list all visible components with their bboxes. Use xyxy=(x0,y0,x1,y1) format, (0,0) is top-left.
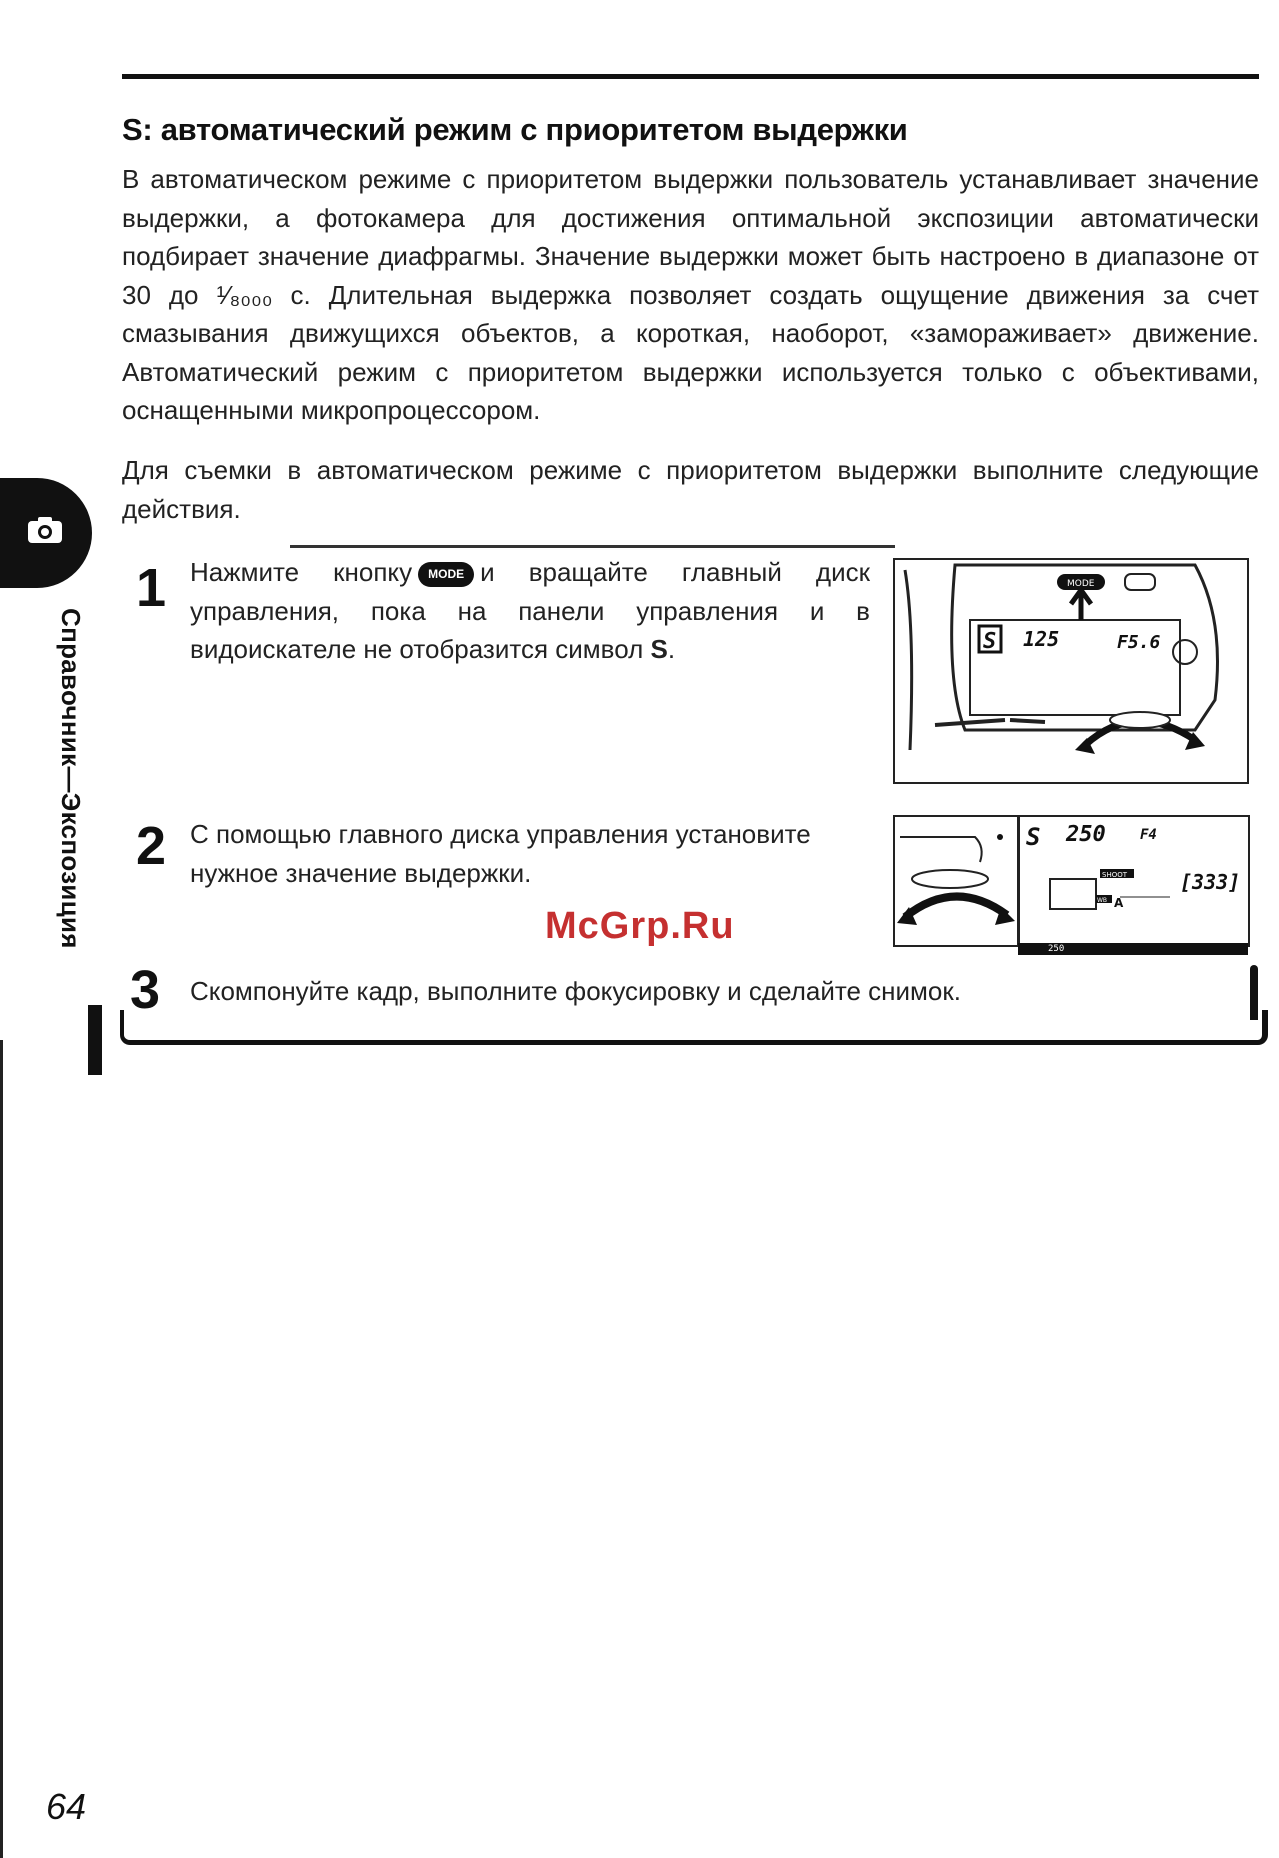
camera-icon xyxy=(27,516,63,544)
section-label: Справочник—Экспозиция xyxy=(56,608,86,949)
step-2-text: С помощью главного диска управления установите нужное значение выдержки. xyxy=(190,819,811,888)
top-rule xyxy=(122,74,1259,79)
lcd2-shoot-label: SHOOT xyxy=(1102,871,1128,879)
intro-paragraph: В автоматическом режиме с приоритетом выдержки пользователь устанавливает значение выдержки, а фотокамера для достижения оптимальной экспозиции автоматически подбирает значение диафрагмы. Значение выдержки может быть настроено в диапазоне от 30 до ¹⁄₈₀₀₀ с. Длительная выдержка позволяет создать ощущение движения за счет смазывания движущихся объектов, а короткая, наоборот, «замораживает» движение. Автоматический режим с приоритетом выдержки используется только с объективами, оснащенными микропроцессором. xyxy=(122,164,1259,425)
lcd2-aperture: F4 xyxy=(1140,827,1157,843)
step-3-text: Скомпонуйте кадр, выполните фокусировку и сделайте снимок. xyxy=(190,976,961,1006)
step-1-text-before: Нажмите кнопку xyxy=(190,557,413,587)
fig1-mode-button: MODE xyxy=(1067,579,1095,589)
lcd-panel-figure xyxy=(1018,815,1250,947)
page-number: 64 xyxy=(46,1786,87,1827)
lcd2-shutter: 250 xyxy=(1066,822,1106,847)
lcd-shutter: 125 xyxy=(1023,627,1060,651)
step-1-number: 1 xyxy=(136,558,167,618)
command-dial-figure xyxy=(893,815,1019,947)
step-1-text-after: и вращайте главный диск управления, пока на панели управления и в видоискателе не отобразится символ xyxy=(190,557,870,664)
lcd2-count: [333] xyxy=(1180,870,1241,894)
watermark: McGrp.Ru xyxy=(545,905,735,947)
steps-bracket xyxy=(120,1010,1268,1045)
section-marker xyxy=(88,1005,102,1075)
lcd-aperture: F5.6 xyxy=(1117,632,1161,653)
viewfinder-strip xyxy=(1018,943,1248,955)
step-1-text xyxy=(190,553,870,669)
steps-divider xyxy=(290,545,895,548)
viewfinder-shutter: 250 xyxy=(1048,944,1065,954)
page-title: S: автоматический режим с приоритетом выдержки xyxy=(122,112,908,147)
step-1-symbol: S xyxy=(650,634,668,664)
instructions-intro: Для съемки в автоматическом режиме с приоритетом выдержки выполните следующие действия. xyxy=(122,455,1259,524)
camera-top-panel-figure xyxy=(893,558,1249,784)
lcd2-wb-label: WB xyxy=(1097,897,1108,904)
page-edge xyxy=(0,1040,3,1858)
step-2-number: 2 xyxy=(136,816,167,876)
step-3-number: 3 xyxy=(130,960,161,1020)
lcd2-mode: S xyxy=(1026,823,1041,851)
steps-bracket-right xyxy=(1250,965,1258,1020)
mode-button-icon: MODE xyxy=(418,562,474,587)
lcd2-wb-value: A xyxy=(1114,896,1124,910)
lcd-mode: S xyxy=(983,629,997,654)
step-1-end: . xyxy=(667,634,676,664)
